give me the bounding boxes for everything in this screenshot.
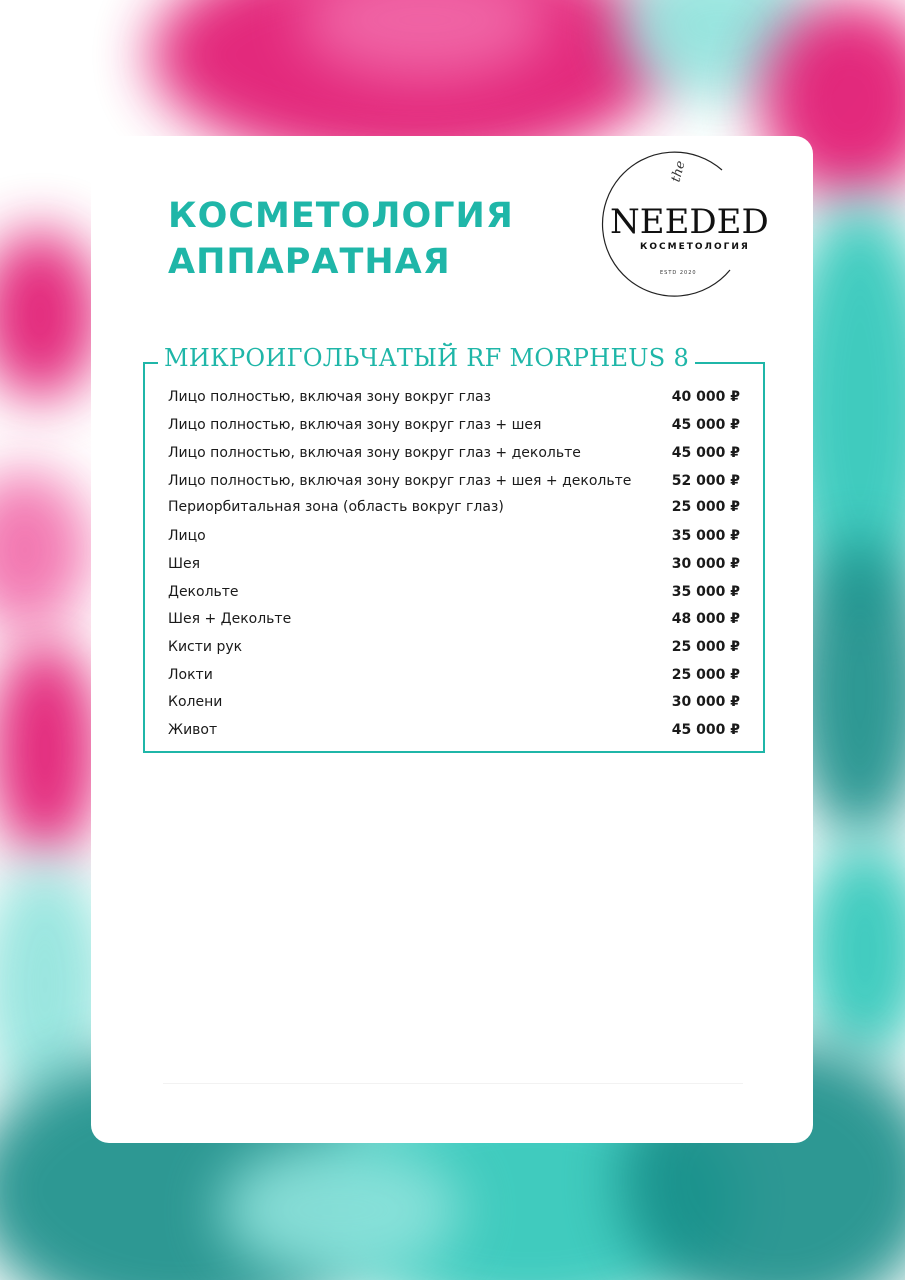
service-price: 45 000 ₽ — [671, 722, 740, 738]
service-name: Лицо полностью, включая зону вокруг глаз + шея + декольте — [168, 473, 632, 489]
service-price: 25 000 ₽ — [671, 639, 740, 655]
price-row — [168, 389, 740, 413]
service-name: Локти — [168, 667, 213, 683]
service-price: 40 000 ₽ — [671, 389, 740, 405]
service-price: 25 000 ₽ — [671, 499, 740, 515]
service-name: Лицо полностью, включая зону вокруг глаз + шея — [168, 417, 542, 433]
price-row — [168, 611, 740, 635]
service-price: 30 000 ₽ — [671, 694, 740, 710]
price-row — [168, 417, 740, 441]
service-price: 35 000 ₽ — [671, 528, 740, 544]
footer-divider — [163, 1083, 743, 1084]
logo-estd: ESTD 2020 — [660, 270, 697, 276]
service-price: 45 000 ₽ — [671, 417, 740, 433]
service-price: 45 000 ₽ — [671, 445, 740, 461]
logo-brand: NEEDED — [610, 202, 769, 242]
service-name: Лицо — [168, 528, 206, 544]
price-row — [168, 499, 740, 523]
service-price: 25 000 ₽ — [671, 667, 740, 683]
page-title-line-1: КОСМЕТОЛОГИЯ — [168, 196, 514, 236]
price-row — [168, 639, 740, 663]
service-name: Кисти рук — [168, 639, 243, 655]
logo-subtitle: КОСМЕТОЛОГИЯ — [640, 242, 750, 252]
service-name: Периорбитальная зона (область вокруг глаз) — [168, 499, 504, 515]
service-name: Декольте — [168, 584, 239, 600]
price-row — [168, 722, 740, 746]
service-price: 35 000 ₽ — [671, 584, 740, 600]
price-row — [168, 445, 740, 469]
service-name: Лицо полностью, включая зону вокруг глаз — [168, 389, 491, 405]
service-price: 30 000 ₽ — [671, 556, 740, 572]
page-title-line-2: АППАРАТНАЯ — [168, 242, 451, 282]
section-title: МИКРОИГОЛЬЧАТЫЙ RF MORPHEUS 8 — [158, 344, 695, 372]
service-price: 48 000 ₽ — [671, 611, 740, 627]
price-row — [168, 473, 740, 497]
price-row — [168, 556, 740, 580]
page-title — [168, 193, 514, 285]
service-price: 52 000 ₽ — [671, 473, 740, 489]
brand-logo — [600, 150, 770, 310]
service-name: Колени — [168, 694, 223, 710]
price-row — [168, 694, 740, 718]
service-name: Шея — [168, 556, 201, 572]
service-name: Живот — [168, 722, 218, 738]
price-row — [168, 584, 740, 608]
logo-the: the — [668, 159, 689, 184]
service-name: Шея + Декольте — [168, 611, 292, 627]
price-row — [168, 667, 740, 691]
service-name: Лицо полностью, включая зону вокруг глаз + декольте — [168, 445, 581, 461]
price-row — [168, 528, 740, 552]
